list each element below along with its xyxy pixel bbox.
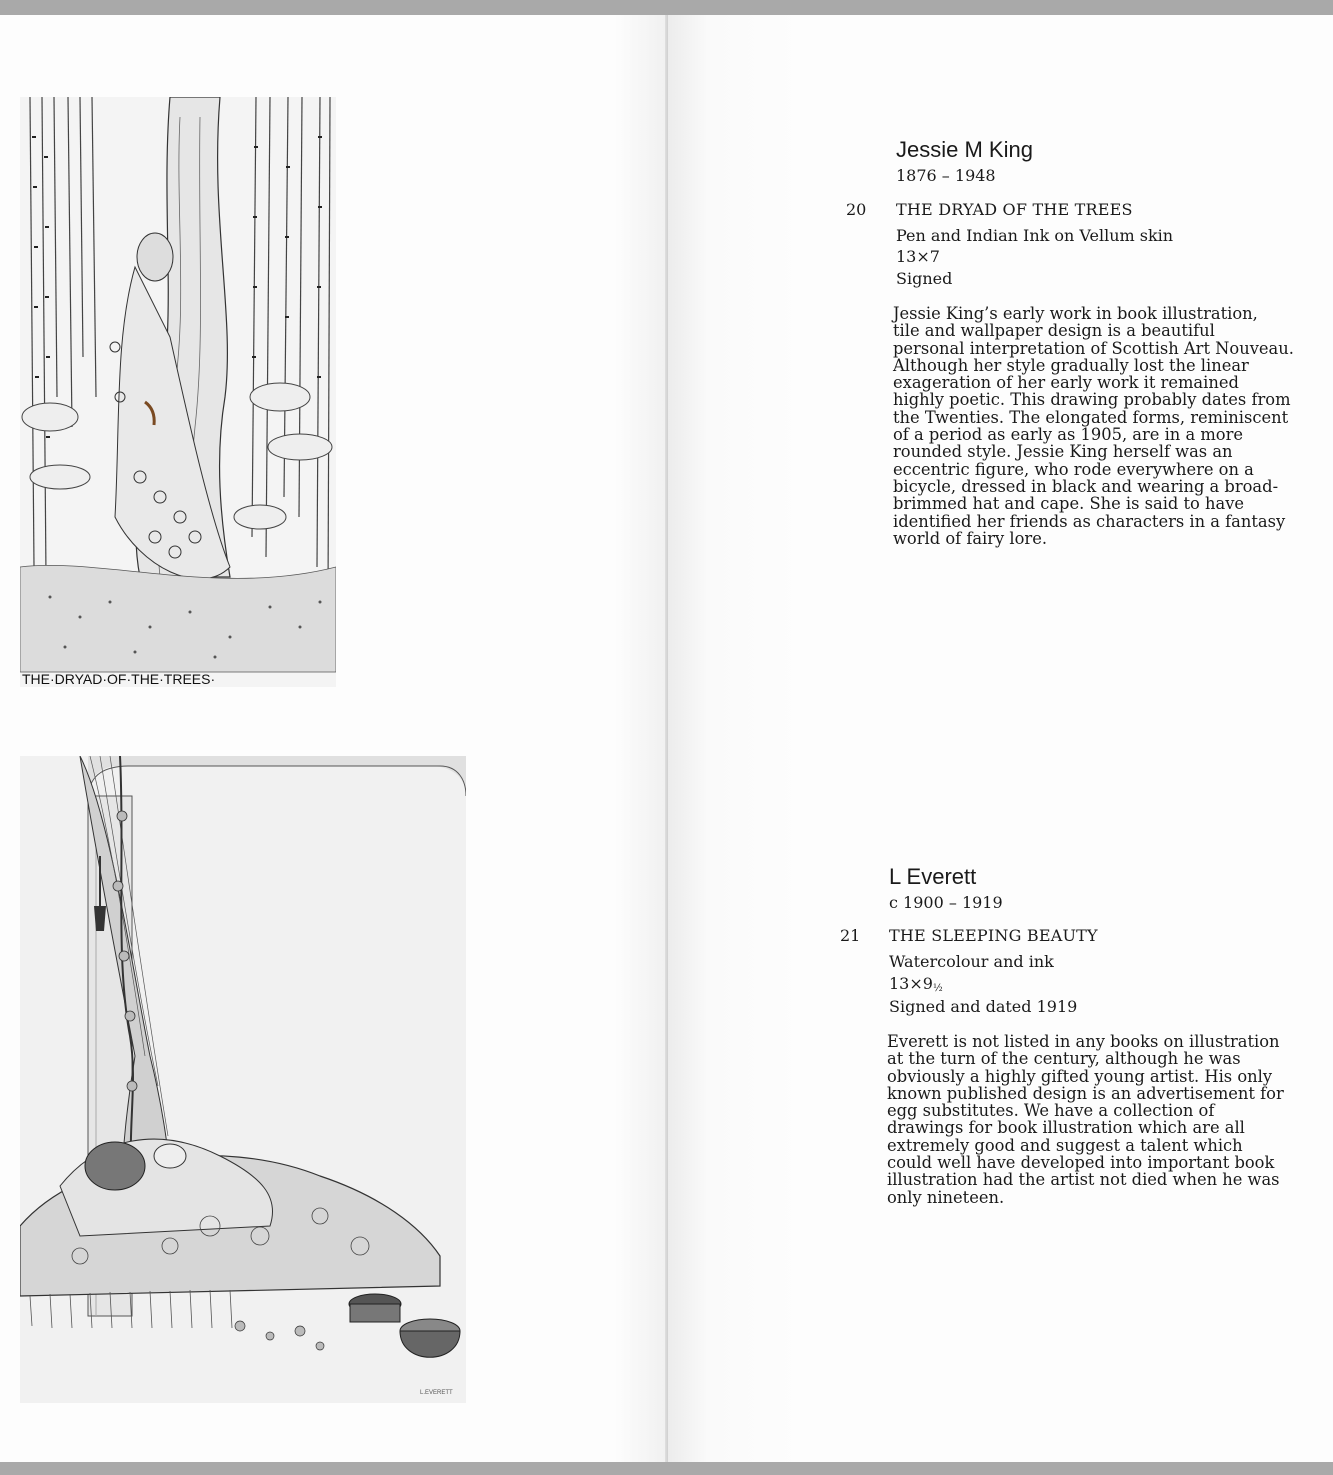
svg-text:L.EVERETT: L.EVERETT xyxy=(420,1390,453,1396)
catalogue-number-20: 20 xyxy=(846,200,867,219)
catalogue-number-21: 21 xyxy=(840,926,861,945)
sleeping-beauty-drawing xyxy=(20,756,466,1403)
dryad-drawing xyxy=(20,97,336,687)
left-page xyxy=(0,15,668,1462)
medium-dryad: Pen and Indian Ink on Vellum skin xyxy=(896,226,1174,245)
signature-sleeping-beauty: Signed and dated 1919 xyxy=(889,997,1078,1016)
size-sleeping-beauty xyxy=(889,974,943,994)
artist-name-king: Jessie M King xyxy=(896,137,1033,162)
dryad-illustration xyxy=(20,97,336,687)
work-title-dryad: THE DRYAD OF THE TREES xyxy=(896,200,1133,219)
size-fraction: ½ xyxy=(932,983,943,994)
artist-dates-king: 1876 – 1948 xyxy=(896,166,996,185)
artist-dates-everett: c 1900 – 1919 xyxy=(889,893,1003,912)
description-sleeping-beauty: Everett is not listed in any books on illustration at the turn of the century, although he was obviously a highly gifted young artist. His only known published design is an advertisement for egg substitutes. We have a collection of drawings for book illustration which are all extremely good and suggest a talent which could well have developed into important book illustration had the artist not died when he was only nineteen. xyxy=(887,1032,1284,1207)
dryad-caption: THE·DRYAD·OF·THE·TREES· xyxy=(22,671,216,687)
description-dryad: Jessie King’s early work in book illustration, tile and wallpaper design is a beautiful personal interpretation of Scottish Art Nouveau. Although her style gradually lost the linear exageration of her early work it remained highly poetic. This drawing probably dates from the Twenties. The elongated forms, reminiscent of a period as early as 1905, are in a more rounded style. Jessie King herself was an eccentric figure, who rode everywhere on a bicycle, dressed in black and wearing a broad- brimmed hat and cape. She is said to have identified her friends as characters in a fantasy world of fairy lore. xyxy=(893,304,1294,548)
size-dryad: 13×7 xyxy=(896,247,940,266)
medium-sleeping-beauty: Watercolour and ink xyxy=(889,952,1054,971)
size-main: 13×9 xyxy=(889,974,933,993)
artist-name-everett: L Everett xyxy=(889,864,977,889)
work-title-sleeping-beauty: THE SLEEPING BEAUTY xyxy=(889,926,1098,945)
signature-dryad: Signed xyxy=(896,269,953,288)
book-spread xyxy=(0,15,1333,1462)
sleeping-beauty-illustration xyxy=(20,756,466,1403)
